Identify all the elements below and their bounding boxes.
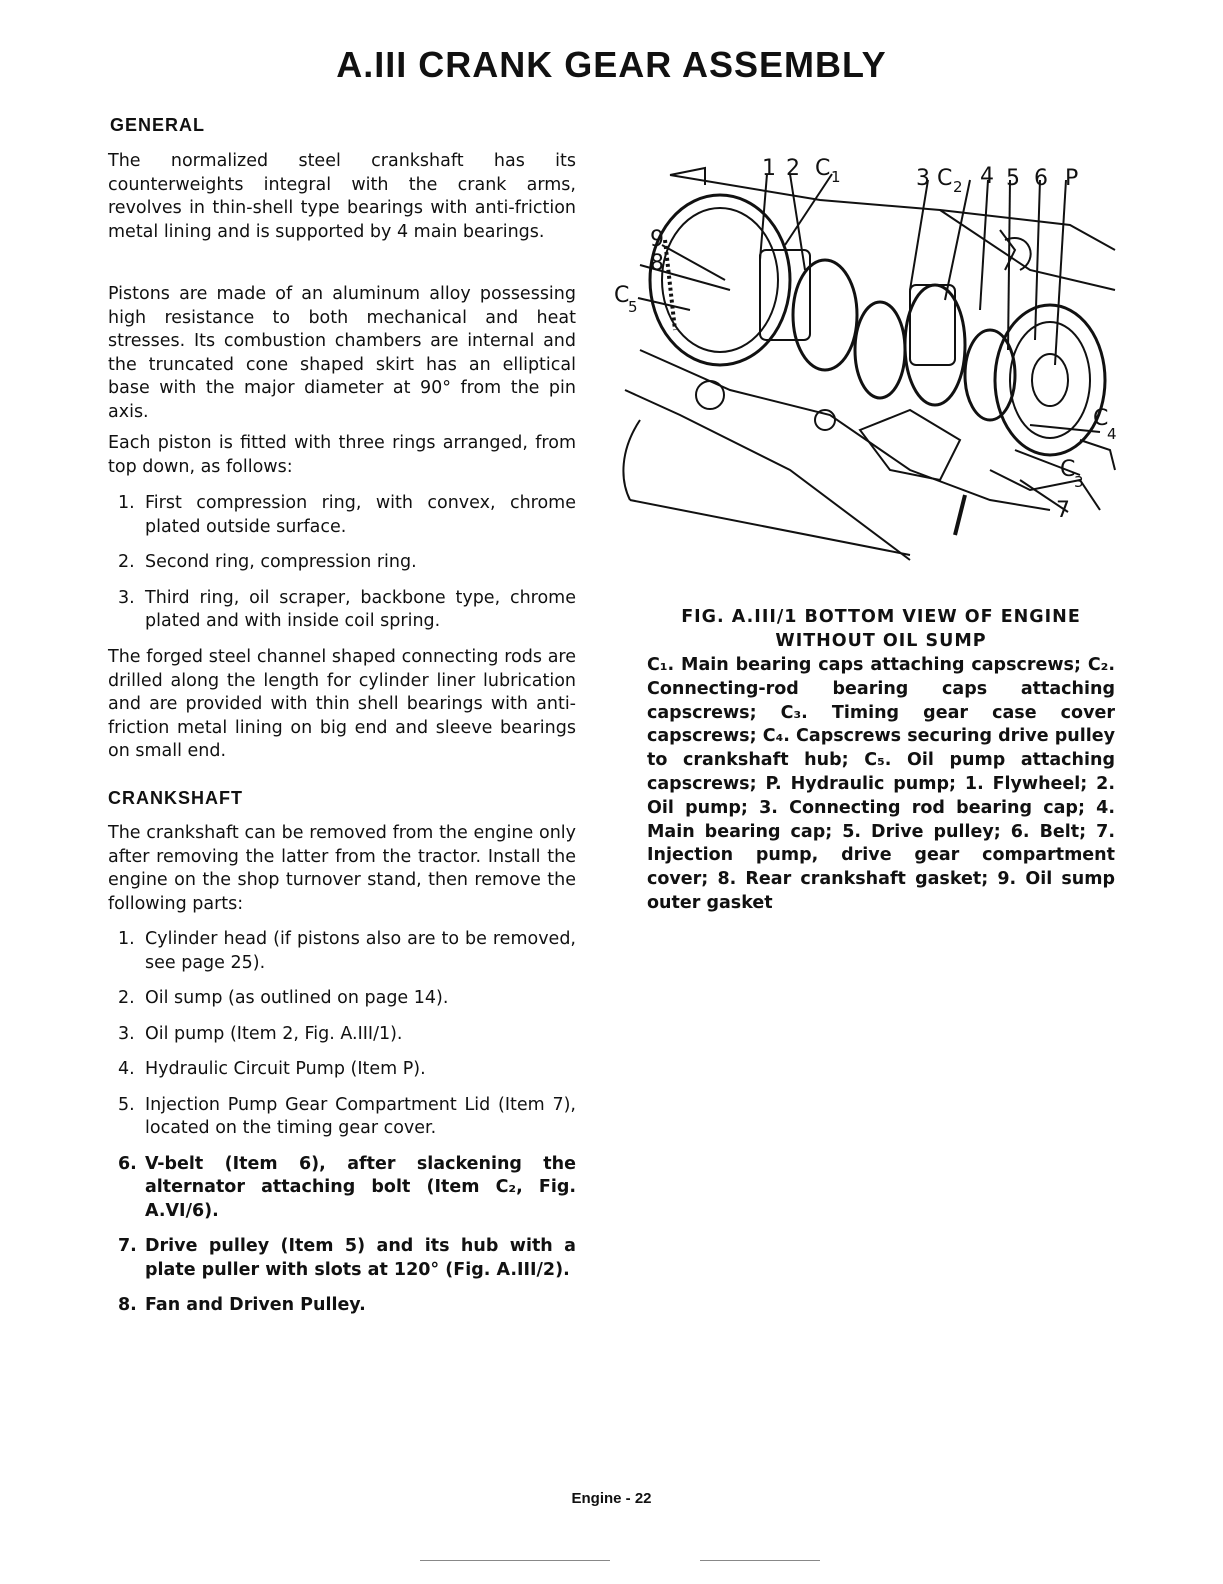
figure-caption-legend: C₁. Main bearing caps attaching capscrews; C₂. Connecting-rod bearing caps attaching capscrews; C₃. Timing gear case cover capscrews; C₄. Capscrews securing drive pulley to crankshaft hub; C₅. Oil pump attaching capscrews; P. Hydraulic pump; 1. Flywheel; 2. Oil pump; 3. Connecting rod bearing cap; 4. Main bearing cap; 5. Drive pulley; 6. Belt; 7. Injection pump, drive gear compartment cover; 8. Rear crankshaft gasket; 9. Oil sump outer gasket xyxy=(647,655,1115,913)
list-text: Second ring, compression ring. xyxy=(145,552,417,572)
list-item xyxy=(118,987,576,1011)
list-number: 2. xyxy=(118,988,135,1008)
piston-rings-list xyxy=(118,492,576,634)
label-9: 9 xyxy=(650,227,664,252)
bottom-rule xyxy=(420,1560,610,1561)
removal-steps-list xyxy=(118,928,576,1318)
list-item xyxy=(118,1153,576,1224)
label-c2: C xyxy=(937,166,953,191)
list-item xyxy=(118,1023,576,1047)
list-number: 8. xyxy=(118,1295,137,1315)
label-3: 3 xyxy=(916,166,930,191)
list-text: Drive pulley (Item 5) and its hub with a plate puller with slots at 120° (Fig. A.III/2). xyxy=(145,1236,576,1280)
list-number: 4. xyxy=(118,1059,135,1079)
label-1: 1 xyxy=(762,156,776,181)
bottom-rule xyxy=(700,1560,820,1561)
list-number: 6. xyxy=(118,1153,137,1174)
list-item xyxy=(118,1094,576,1141)
label-c1: C xyxy=(815,156,831,181)
label-c4: C xyxy=(1093,406,1109,431)
list-text: Oil pump (Item 2, Fig. A.III/1). xyxy=(145,1023,403,1044)
list-text: Fan and Driven Pulley. xyxy=(145,1295,366,1315)
list-text: First compression ring, with convex, chrome plated outside surface. xyxy=(145,493,576,537)
engine-bottom-view-illustration xyxy=(610,150,1130,580)
rings-intro: Each piston is fitted with three rings arranged, from top down, as follows: xyxy=(108,433,576,477)
list-item xyxy=(118,587,576,634)
list-item xyxy=(118,1058,576,1082)
label-c3-sub: 3 xyxy=(1074,473,1084,491)
label-c2-sub: 2 xyxy=(953,178,963,196)
label-2: 2 xyxy=(786,156,800,181)
list-number: 1. xyxy=(118,929,135,949)
list-number: 2. xyxy=(118,552,135,572)
label-6: 6 xyxy=(1034,166,1048,191)
list-item xyxy=(118,551,576,575)
list-number: 3. xyxy=(118,1023,135,1044)
list-number: 3. xyxy=(118,587,135,608)
list-text: Oil sump (as outlined on page 14). xyxy=(145,988,449,1008)
pistons-description: Pistons are made of an aluminum alloy possessing high resistance to both mechanical and heat stresses. Its combustion chambers are internal and the truncated cone shaped skirt has an elliptical base with the major diameter at 90° from the pin axis. xyxy=(108,284,576,422)
label-7: 7 xyxy=(1056,498,1070,523)
label-c5-sub: 5 xyxy=(628,298,638,316)
label-c3: C xyxy=(1060,457,1076,482)
label-c4-sub: 4 xyxy=(1107,425,1117,443)
list-text: Hydraulic Circuit Pump (Item P). xyxy=(145,1059,426,1079)
list-item xyxy=(118,492,576,539)
page-footer: Engine - 22 xyxy=(571,1490,652,1507)
label-c5: C xyxy=(614,283,630,308)
list-number: 7. xyxy=(118,1236,137,1256)
general-heading: GENERAL xyxy=(110,115,206,135)
list-text: V-belt (Item 6), after slackening the alternator attaching bolt (Item C₂, Fig. A.VI/6). xyxy=(145,1153,576,1221)
connecting-rods-description: The forged steel channel shaped connecting rods are drilled along the length for cylinder liner lubrication and are provided with thin shell bearings with anti-friction metal lining on big end and sleeve bearings on small end. xyxy=(108,647,576,761)
label-c1-sub: 1 xyxy=(831,168,841,186)
label-4: 4 xyxy=(980,164,994,189)
list-item xyxy=(118,928,576,975)
list-text: Cylinder head (if pistons also are to be removed, see page 25). xyxy=(145,929,576,973)
list-number: 1. xyxy=(118,493,135,513)
label-p: P xyxy=(1065,166,1079,191)
page-title: A.III CRANK GEAR ASSEMBLY xyxy=(336,44,887,85)
figure-caption-title: FIG. A.III/1 BOTTOM VIEW OF ENGINE WITHOUT OIL SUMP xyxy=(681,607,1081,651)
crankshaft-removal-intro: The crankshaft can be removed from the engine only after removing the latter from the tractor. Install the engine on the shop turnover stand, then remove the following parts: xyxy=(108,823,576,914)
label-5: 5 xyxy=(1006,166,1020,191)
crankshaft-heading: CRANKSHAFT xyxy=(108,788,243,808)
list-item xyxy=(118,1235,576,1282)
list-text: Injection Pump Gear Compartment Lid (Item 7), located on the timing gear cover. xyxy=(145,1094,576,1138)
crankshaft-description: The normalized steel crankshaft has its counterweights integral with the crank arms, revolves in thin-shell type bearings with anti-friction metal lining and is supported by 4 main bearings. xyxy=(108,151,576,242)
list-item xyxy=(118,1294,576,1318)
list-number: 5. xyxy=(118,1094,135,1115)
list-text: Third ring, oil scraper, backbone type, chrome plated and with inside coil spring. xyxy=(145,587,576,631)
label-8: 8 xyxy=(650,251,664,276)
